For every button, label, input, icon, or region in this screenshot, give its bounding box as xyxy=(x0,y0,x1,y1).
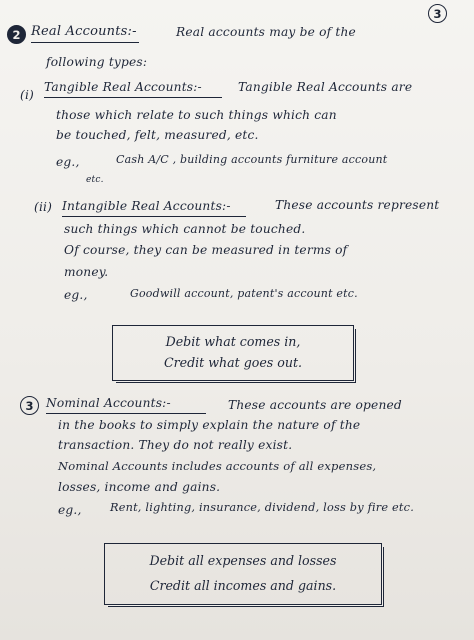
nominal-rule-box-line-1: Debit all expenses and losses xyxy=(149,553,337,568)
nominal-rule-box-line-2: Credit all incomes and gains. xyxy=(149,578,337,593)
section-3-examples: Rent, lighting, insurance, dividend, loss by fire etc. xyxy=(110,501,414,514)
tangible-title: Tangible Real Accounts:- xyxy=(44,80,202,94)
tangible-eg: eg., xyxy=(56,155,80,169)
intangible-line-3: Of course, they can be measured in terms of xyxy=(64,243,348,257)
intangible-title: Intangible Real Accounts:- xyxy=(62,199,231,213)
section-2-intro-line-2: following types: xyxy=(46,55,148,69)
intangible-eg: eg., xyxy=(64,288,88,302)
section-2-title: Real Accounts:- xyxy=(31,24,137,39)
intangible-examples: Goodwill account, patent's account etc. xyxy=(130,287,358,300)
section-2-number: 2 xyxy=(12,27,21,42)
page-number: 3 xyxy=(433,6,442,21)
intangible-title-underline xyxy=(62,216,246,217)
section-3-line-1: These accounts are opened xyxy=(228,398,402,412)
tangible-line-2: those which relate to such things which can xyxy=(56,108,337,122)
section-2-intro-line-1: Real accounts may be of the xyxy=(176,25,356,39)
intangible-line-1: These accounts represent xyxy=(275,198,440,212)
section-3-line-3: transaction. They do not really exist. xyxy=(58,438,293,452)
intangible-line-4: money. xyxy=(64,265,109,279)
section-3-line-4: Nominal Accounts includes accounts of all expenses, xyxy=(58,459,377,473)
intangible-line-2: such things which cannot be touched. xyxy=(64,222,306,236)
intangible-label: (ii) xyxy=(34,200,53,214)
section-3-title-underline xyxy=(46,413,206,414)
tangible-line-3: be touched, felt, measured, etc. xyxy=(56,128,259,142)
section-3-line-5: losses, income and gains. xyxy=(58,480,221,494)
tangible-etc: etc. xyxy=(86,175,104,185)
debit-credit-rule-box xyxy=(112,325,354,381)
section-3-title: Nominal Accounts:- xyxy=(46,396,171,410)
section-2-number-badge xyxy=(7,25,26,44)
rule-box-line-1: Debit what comes in, xyxy=(165,334,301,349)
section-3-line-2: in the books to simply explain the nature of the xyxy=(58,418,361,432)
section-3-number-badge xyxy=(20,396,39,415)
tangible-line-1: Tangible Real Accounts are xyxy=(238,80,413,94)
rule-box-line-2: Credit what goes out. xyxy=(163,355,303,370)
page-number-badge xyxy=(428,4,447,23)
tangible-title-underline xyxy=(44,97,222,98)
tangible-label: (i) xyxy=(20,88,35,102)
tangible-examples: Cash A/C , building accounts furniture account xyxy=(116,153,388,166)
nominal-rule-box xyxy=(104,543,382,605)
section-3-number: 3 xyxy=(25,398,34,413)
section-2-title-underline xyxy=(31,42,139,43)
section-3-eg: eg., xyxy=(58,503,82,517)
